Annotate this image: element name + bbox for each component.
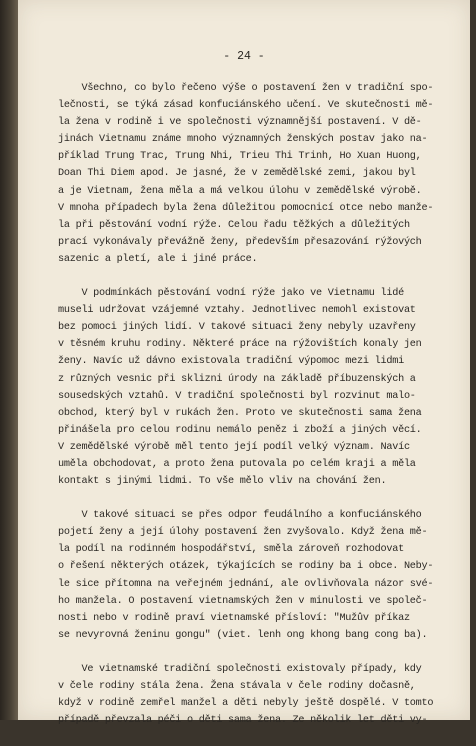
text-line: bez pomoci jiných lidí. V takové situaci ženy nebyly uzavřeny bbox=[58, 322, 416, 334]
text-line: la podíl na rodinném hospodářství, směla zároveň rozhodovat bbox=[58, 544, 404, 556]
paragraph bbox=[58, 285, 448, 490]
text-line: la při pěstování vodní rýže. Celou řadu těžkých a důležitých bbox=[58, 219, 410, 231]
text-line: v čele rodiny stála žena. Žena stávala v čele rodiny dočasně, bbox=[58, 681, 416, 692]
text-line: se nevyrovná ženinu gongu" (viet. lenh ong khong bang cong ba). bbox=[58, 629, 428, 641]
text-line: sazenic a pletí, ale i jiné práce. bbox=[58, 253, 258, 265]
text-line: ženy. Navíc už dávno existovala tradiční výpomoc mezi lidmi bbox=[58, 356, 404, 368]
page-number: - 24 - bbox=[223, 50, 265, 63]
text-line: V mnoha případech byla žena důležitou pomocnicí otce nebo manže- bbox=[58, 202, 434, 214]
text-line: obchod, který byl v rukách žen. Proto ve skutečnosti sama žena bbox=[58, 407, 422, 419]
text-line: V podmínkách pěstování vodní rýže jako ve Vietnamu lidé bbox=[58, 288, 404, 300]
text-line: V takové situaci se přes odpor feudálního a konfuciánského bbox=[58, 510, 422, 522]
paragraph bbox=[58, 80, 448, 268]
text-line: přinášela pro celou rodinu nemálo peněz i zboží a jiných věcí. bbox=[58, 424, 422, 436]
text-line: nosti nebo v rodině praví vietnamské přísloví: "Mužův příkaz bbox=[58, 612, 410, 624]
text-line: V zemědělské výrobě měl tento její podíl velký význam. Navíc bbox=[58, 441, 410, 453]
text-line: z různých vesnic při sklizni úrody na základě příbuzenských a bbox=[58, 373, 416, 385]
text-line: prací vykonávaly převážně ženy, především přesazování rýžových bbox=[58, 236, 422, 248]
text-line: případě převzala péči o děti sama žena. Ze několik let děti vy- bbox=[58, 715, 428, 727]
text-line: když v rodině zemřel manžel a děti nebyly ještě dospělé. V tomto bbox=[58, 698, 434, 710]
text-line: a je Vietnam, žena měla a má velkou úlohu v zemědělské výrobě. bbox=[58, 185, 422, 197]
text-line: le sice přítomna na veřejném jednání, ale ovlivňovala názor své- bbox=[58, 578, 434, 590]
text-line: museli udržovat vzájemné vztahy. Jednotlivec nemohl existovat bbox=[58, 305, 416, 317]
text-line: la žena v rodině i ve společnosti významnější postavení. V dě- bbox=[58, 117, 422, 129]
text-line: kontakt s jinými lidmi. To vše mělo vliv na chování žen. bbox=[58, 476, 387, 488]
text-line: v těsném kruhu rodiny. Některé práce na rýžovištích konaly jen bbox=[58, 339, 422, 351]
text-line: ho manžela. O postavení vietnamských žen v minulosti ve společ- bbox=[58, 595, 428, 607]
paragraph bbox=[58, 507, 448, 644]
text-line: o řešení některých otázek, týkajících se rodiny ba i obce. Neby- bbox=[58, 561, 434, 573]
text-line: uměla obchodovat, a proto žena putovala po celém kraji a měla bbox=[58, 458, 416, 470]
paragraph bbox=[58, 661, 448, 729]
text-line: sousedských vztahů. V tradiční společnosti byl rozvinut malo- bbox=[58, 390, 416, 402]
body-text bbox=[58, 80, 448, 746]
book-spine bbox=[0, 0, 18, 720]
text-line: jinách Vietnamu známe mnoho významných ženských postav jako na- bbox=[58, 134, 428, 146]
text-line: příklad Trung Trac, Trung Nhi, Trieu Thi Trinh, Ho Xuan Huong, bbox=[58, 151, 422, 163]
text-line: lečnosti, se týká zásad konfuciánského učení. Ve skutečnosti mě- bbox=[58, 100, 434, 112]
text-line: pojetí ženy a její úlohy postavení žen zvyšovalo. Když žena mě- bbox=[58, 527, 428, 539]
text-line: Ve vietnamské tradiční společnosti existovaly případy, kdy bbox=[58, 663, 422, 675]
text-line: Všechno, co bylo řečeno výše o postavení žen v tradiční spo- bbox=[58, 83, 434, 94]
text-line: Doan Thi Diem apod. Je jasné, že v zemědělské zemi, jakou byl bbox=[58, 168, 416, 180]
document-page bbox=[18, 0, 470, 727]
